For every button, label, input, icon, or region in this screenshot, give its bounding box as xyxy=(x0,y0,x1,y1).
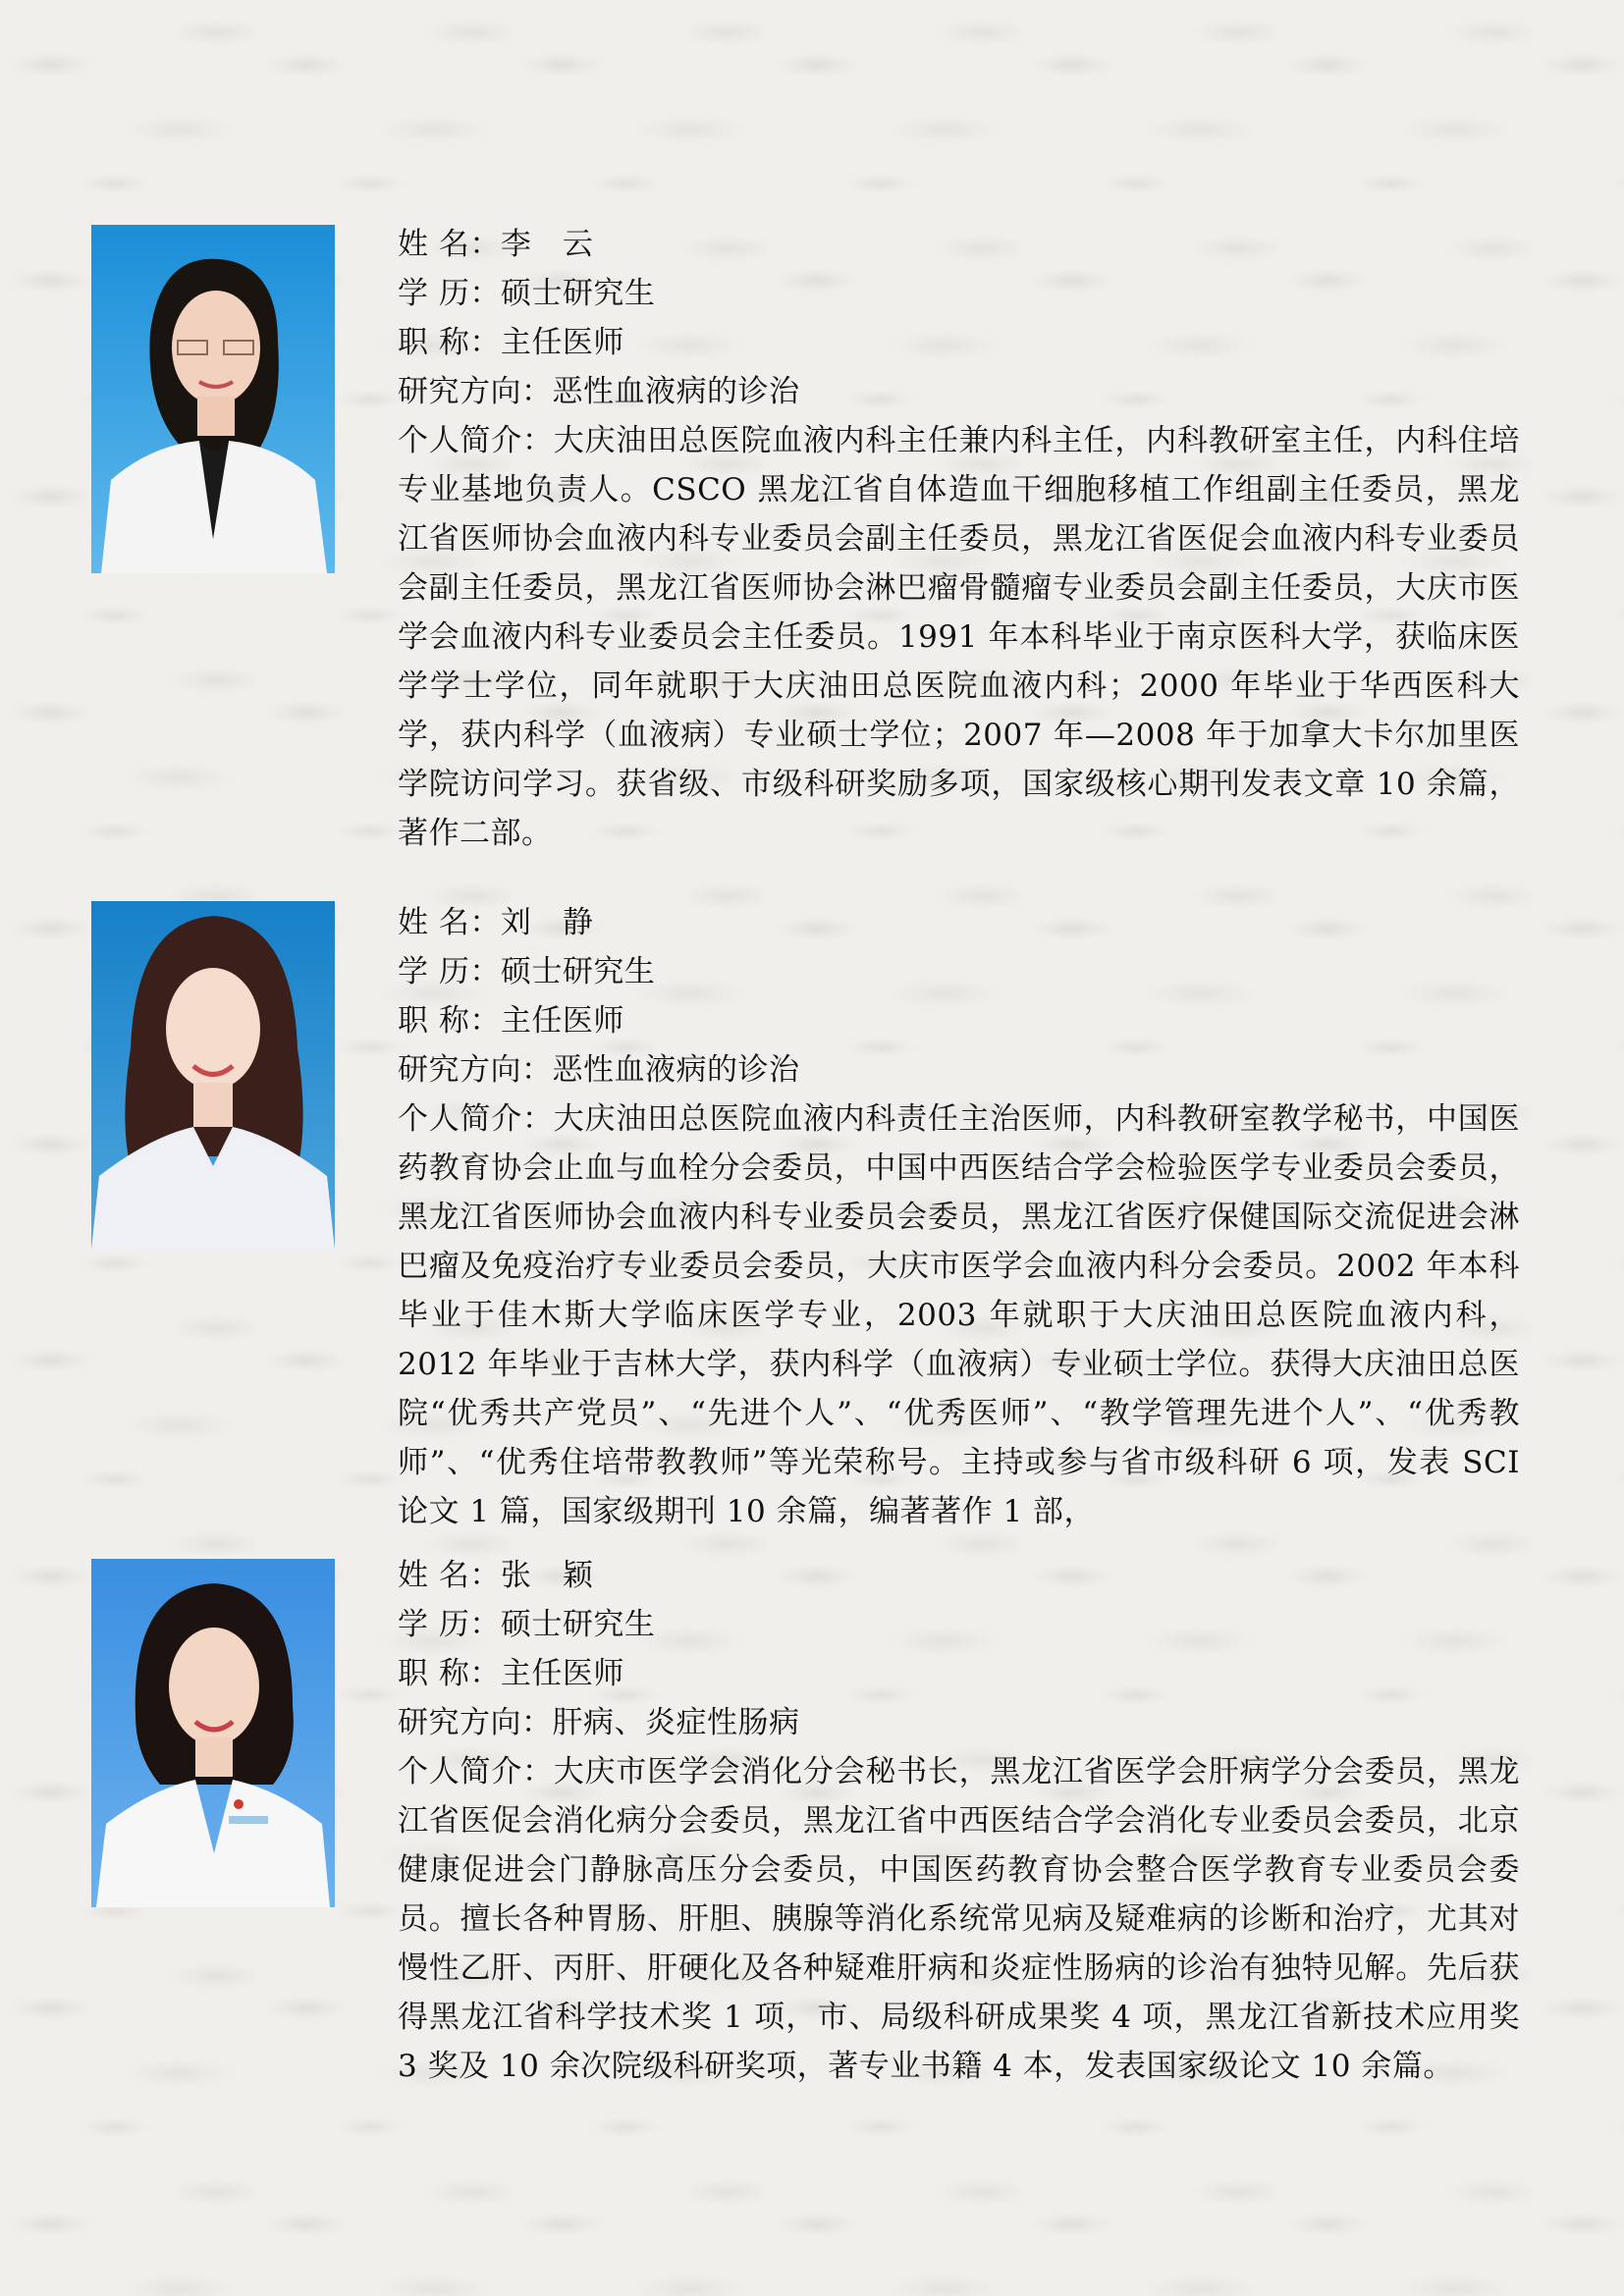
title-value: 主任医师 xyxy=(500,1003,624,1039)
name-value: 刘 静 xyxy=(500,905,594,940)
bio-paragraph xyxy=(398,416,1520,858)
bio-paragraph xyxy=(398,1095,1520,1536)
research-row xyxy=(398,1698,1520,1747)
education-label: 学 历： xyxy=(398,276,501,311)
portrait-photo xyxy=(91,1559,335,1907)
education-value: 硕士研究生 xyxy=(500,1607,656,1642)
profile-info xyxy=(398,1551,1520,2091)
profile-info xyxy=(398,220,1520,858)
education-row xyxy=(398,1600,1520,1649)
title-label: 职 称： xyxy=(398,1656,501,1691)
education-value: 硕士研究生 xyxy=(500,276,656,311)
title-row xyxy=(398,1649,1520,1698)
education-value: 硕士研究生 xyxy=(500,954,656,989)
education-row xyxy=(398,947,1520,996)
title-row xyxy=(398,318,1520,367)
education-row xyxy=(398,269,1520,318)
name-row xyxy=(398,898,1520,947)
title-row xyxy=(398,996,1520,1045)
bio-label: 个人简介： xyxy=(398,1101,554,1137)
research-row xyxy=(398,1045,1520,1095)
name-label: 姓 名： xyxy=(398,1558,501,1593)
title-value: 主任医师 xyxy=(500,325,624,360)
name-row xyxy=(398,1551,1520,1600)
research-label: 研究方向： xyxy=(398,1705,553,1740)
research-label: 研究方向： xyxy=(398,1052,553,1088)
education-label: 学 历： xyxy=(398,1607,501,1642)
bio-text: 大庆油田总医院血液内科责任主治医师，内科教研室教学秘书，中国医药教育协会止血与血栓分会委员，中国中西医结合学会检验医学专业委员会委员，黑龙江省医师协会血液内科专业委员会委员，黑龙江省医疗保健国际交流促进会淋巴瘤及免疫治疗专业委员会委员，大庆市医学会血液内科分会委员。2002 年本科毕业于佳木斯大学临床医学专业，2003 年就职于大庆油田总医院血液内科，2012 年毕业于吉林大学，获内科学（血液病）专业硕士学位。获得大庆油田总医院“优秀共产党员”、“先进个人”、“优秀医师”、“教学管理先进个人”、“优秀教师”、“优秀住培带教教师”等光荣称号。主持或参与省市级科研 6 项，发表 SCI 论文 1 篇，国家级期刊 10 余篇，编著著作 1 部， xyxy=(398,1101,1521,1529)
portrait-photo xyxy=(91,901,335,1250)
research-value: 恶性血液病的诊治 xyxy=(552,374,800,409)
research-value: 肝病、炎症性肠病 xyxy=(552,1705,800,1740)
research-row xyxy=(398,367,1520,416)
bio-paragraph xyxy=(398,1747,1520,2091)
profile-info xyxy=(398,898,1520,1536)
bio-text: 大庆油田总医院血液内科主任兼内科主任，内科教研室主任，内科住培专业基地负责人。CSCO 黑龙江省自体造血干细胞移植工作组副主任委员，黑龙江省医师协会血液内科专业委员会副主任委员，黑龙江省医促会血液内科专业委员会副主任委员，黑龙江省医师协会淋巴瘤骨髓瘤专业委员会副主任委员，大庆市医学会血液内科专业委员会主任委员。1991 年本科毕业于南京医科大学，获临床医学学士学位，同年就职于大庆油田总医院血液内科；2000 年毕业于华西医科大学，获内科学（血液病）专业硕士学位；2007 年—2008 年于加拿大卡尔加里医学院访问学习。获省级、市级科研奖励多项，国家级核心期刊发表文章 10 余篇，著作二部。 xyxy=(398,423,1521,851)
education-label: 学 历： xyxy=(398,954,501,989)
title-value: 主任医师 xyxy=(500,1656,624,1691)
portrait-photo xyxy=(91,225,335,573)
bio-label: 个人简介： xyxy=(398,1754,554,1789)
research-label: 研究方向： xyxy=(398,374,553,409)
title-label: 职 称： xyxy=(398,1003,501,1039)
name-label: 姓 名： xyxy=(398,905,501,940)
bio-label: 个人简介： xyxy=(398,423,554,458)
title-label: 职 称： xyxy=(398,325,501,360)
name-value: 张 颖 xyxy=(500,1558,594,1593)
bio-text: 大庆市医学会消化分会秘书长，黑龙江省医学会肝病学分会委员，黑龙江省医促会消化病分会委员，黑龙江省中西医结合学会消化专业委员会委员，北京健康促进会门静脉高压分会委员，中国医药教育协会整合医学教育专业委员会委员。擅长各种胃肠、肝胆、胰腺等消化系统常见病及疑难病的诊断和治疗，尤其对慢性乙肝、丙肝、肝硬化及各种疑难肝病和炎症性肠病的诊治有独特见解。先后获得黑龙江省科学技术奖 1 项，市、局级科研成果奖 4 项，黑龙江省新技术应用奖 3 奖及 10 余次院级科研奖项，著专业书籍 4 本，发表国家级论文 10 余篇。 xyxy=(398,1754,1521,2084)
name-row xyxy=(398,220,1520,269)
research-value: 恶性血液病的诊治 xyxy=(552,1052,800,1088)
name-label: 姓 名： xyxy=(398,227,501,262)
name-value: 李 云 xyxy=(500,227,594,262)
